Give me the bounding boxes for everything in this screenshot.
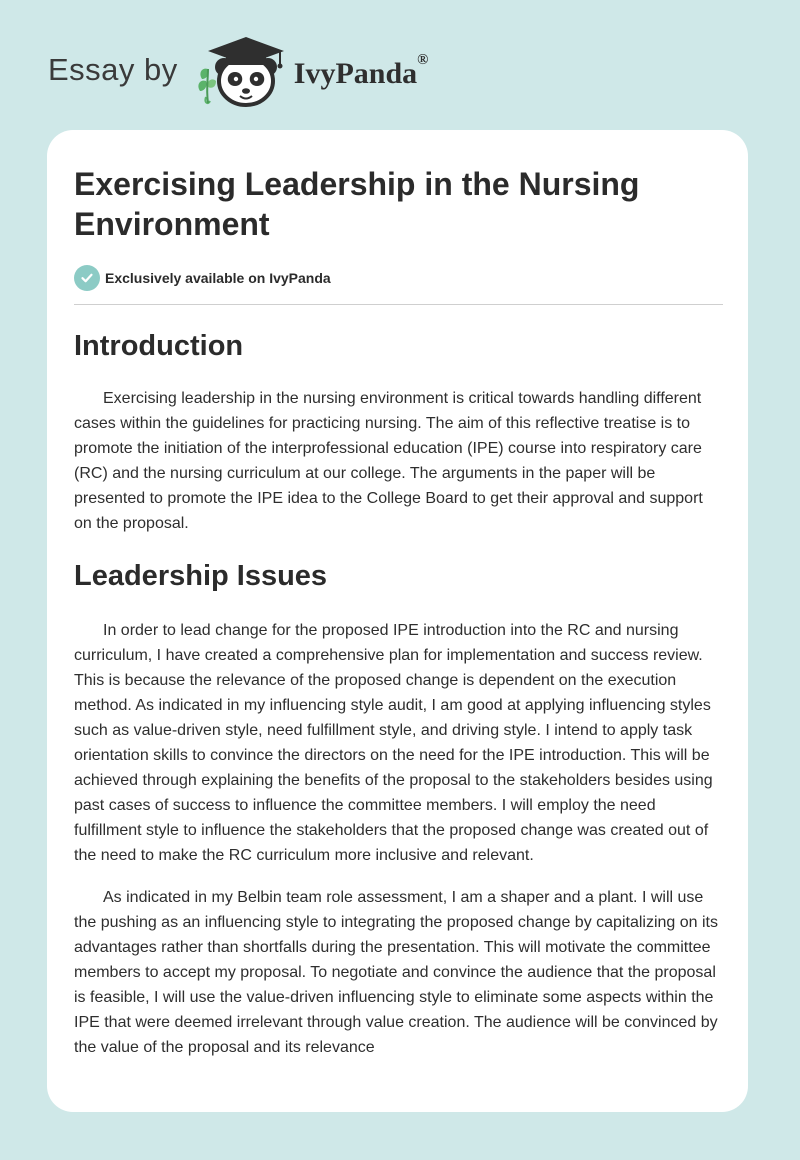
section-heading-introduction: Introduction [74, 330, 244, 362]
leadership-paragraph-2: As indicated in my Belbin team role assessment, I am a shaper and a plant. I will use the pushing as an influencing style to integrating the proposed change by capitalizing on its advantages rather than shortfalls during the presentation. This will motivate the committee members to accept my proposal. To negotiate and convince the audience that the proposal is feasible, I will use the value-driven influencing style to eliminate some aspects within the IPE that were deemed irrelevant through value creation. The audience will be convinced by the value of the proposal and its relevance [74, 889, 718, 1056]
registered-mark: ® [417, 52, 429, 68]
leadership-paragraph-1: In order to lead change for the proposed IPE introduction into the RC and nursing curriculum, I have created a comprehensive plan for implementation and success review. This is because the relevance of the proposed change is dependent on the execution method. As indicated in my influencing style audit, I am good at applying influencing styles such as value-driven style, need fulfillment style, and driving style. I intend to apply task orientation skills to convince the directors on the need for the IPE introduction. This will be achieved through explaining the benefits of the proposal to the stakeholders besides using past cases of success to influence the committee members. I will employ the need fulfillment style to influence the stakeholders that the proposed change was created out of the need to make the RC curriculum more inclusive and relevant. [74, 622, 713, 864]
exclusive-badge-text: Exclusively available on IvyPanda [105, 270, 331, 286]
checkmark-icon [74, 265, 100, 291]
essay-card [47, 130, 748, 1112]
site-brand[interactable] [48, 32, 428, 110]
introduction-paragraph: Exercising leadership in the nursing environment is critical towards handling different cases within the guidelines for practicing nursing. The aim of this reflective treatise is to promote the initiation of the interprofessional education (IPE) course into respiratory care (RC) and the nursing curriculum at our college. The arguments in the paper will be presented to promote the IPE idea to the College Board to get their approval and support on the proposal. [74, 390, 703, 532]
ivypanda-logo-icon [196, 33, 288, 109]
brand-name: IvyPanda® [293, 52, 429, 90]
title-divider [74, 304, 723, 305]
exclusive-badge [74, 265, 722, 291]
brand-prefix: Essay by [48, 51, 178, 87]
section-heading-leadership-issues: Leadership Issues [74, 560, 328, 592]
essay-title: Exercising Leadership in the Nursing Environment [74, 166, 640, 242]
